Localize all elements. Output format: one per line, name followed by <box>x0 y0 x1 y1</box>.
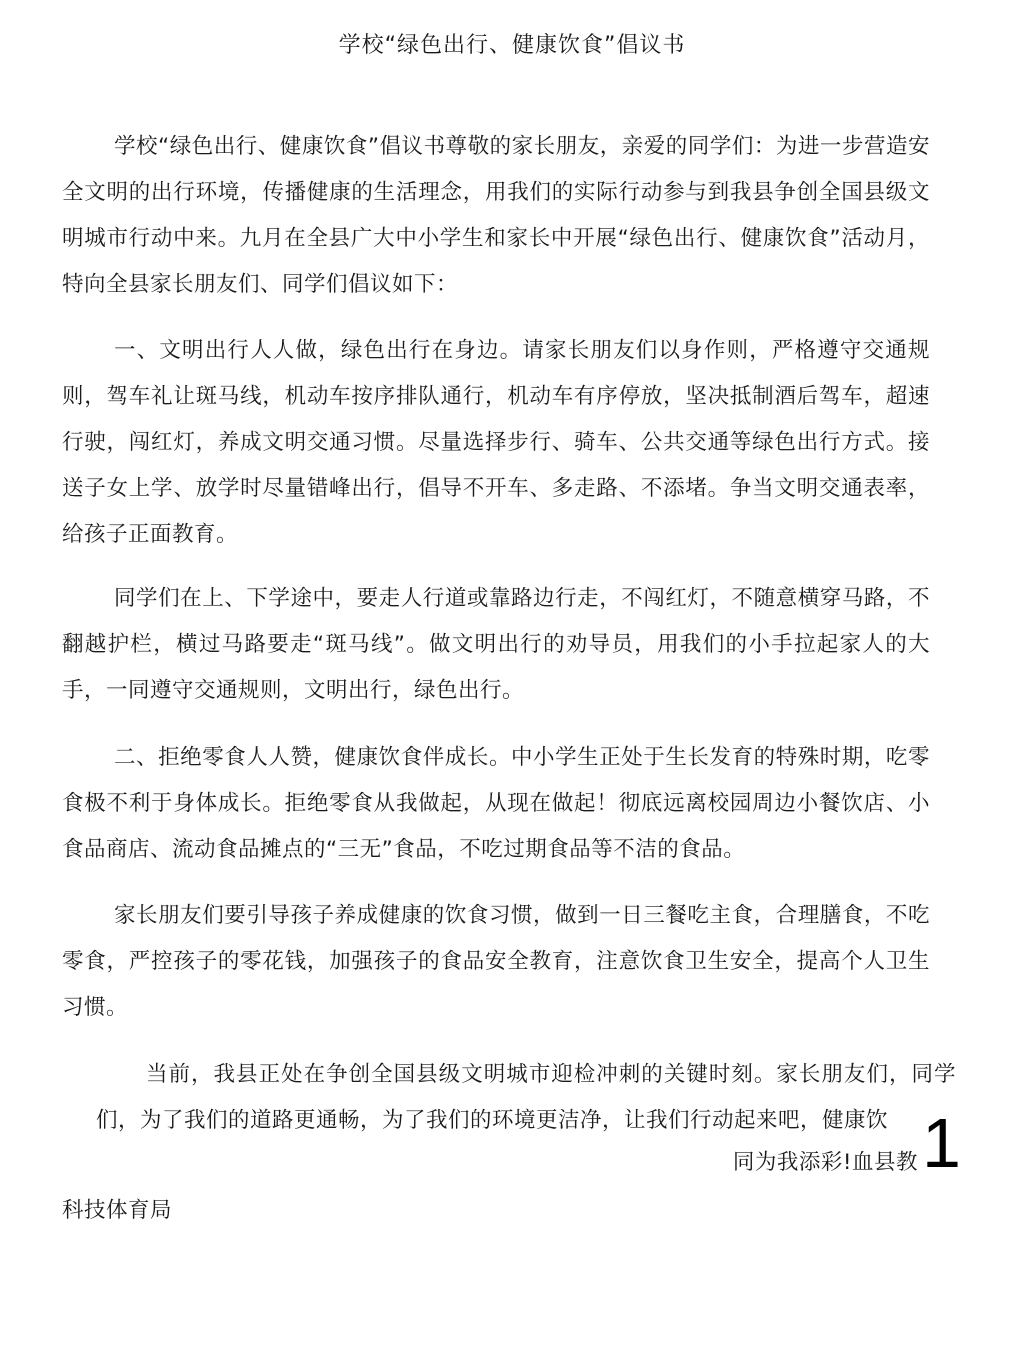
paragraph-closing: 当前，我县正处在争创全国县级文明城市迎检冲刺的关键时刻。家长朋友们，同学们，为了我们的道路更通畅，为了我们的环境更洁净，让我们行动起来吧，健康饮 <box>96 1062 956 1133</box>
paragraph-students-travel: 同学们在上、下学途中，要走人行道或靠路边行走，不闯红灯，不随意横穿马路，不翻越护栏，横过马路要走“斑马线”。做文明出行的劝导员，用我们的小手拉起家人的大手，一同遵守交通规则，文明出行，绿色出行。 <box>62 586 930 703</box>
issuer-name: 科技体育局 <box>62 1198 173 1223</box>
paragraph-green-travel: 一、文明出行人人做，绿色出行在身边。请家长朋友们以身作则，严格遵守交通规则，驾车礼让斑马线，机动车按序排队通行，机动车有序停放，坚决抵制酒后驾车，超速行驶，闯红灯，养成文明交通习惯。尽量选择步行、骑车、公共交通等绿色出行方式。接送子女上学、放学时尽量错峰出行，倡导不开车、多走路、不添堵。争当文明交通表率，给孩子正面教育。 <box>62 338 930 547</box>
paragraph-intro: 学校“绿色出行、健康饮食”倡议书尊敬的家长朋友，亲爱的同学们：为进一步营造安全文明的出行环境，传播健康的生活理念，用我们的实际行动参与到我县争创全国县级文明城市行动中来。九月在全县广大中小学生和家长中开展“绿色出行、健康饮食”活动月，特向全县家长朋友们、同学们倡议如下： <box>62 134 930 297</box>
paragraph-parents-diet: 家长朋友们要引导孩子养成健康的饮食习惯，做到一日三餐吃主食，合理膳食，不吃零食，严控孩子的零花钱，加强孩子的食品安全教育，注意饮食卫生安全，提高个人卫生习惯。 <box>62 903 930 1020</box>
closing-line: 同为我添彩!血县教 <box>732 1150 918 1175</box>
paragraph-healthy-diet: 二、拒绝零食人人赞，健康饮食伴成长。中小学生正处于生长发育的特殊时期，吃零食极不利于身体成长。拒绝零食从我做起，从现在做起！彻底远离校园周边小餐饮店、小食品商店、流动食品摊点的“三无”食品，不吃过期食品等不洁的食品。 <box>62 745 930 862</box>
page-number: 1 <box>922 1104 961 1182</box>
document-title: 学校“绿色出行、健康饮食”倡议书 <box>338 33 686 58</box>
